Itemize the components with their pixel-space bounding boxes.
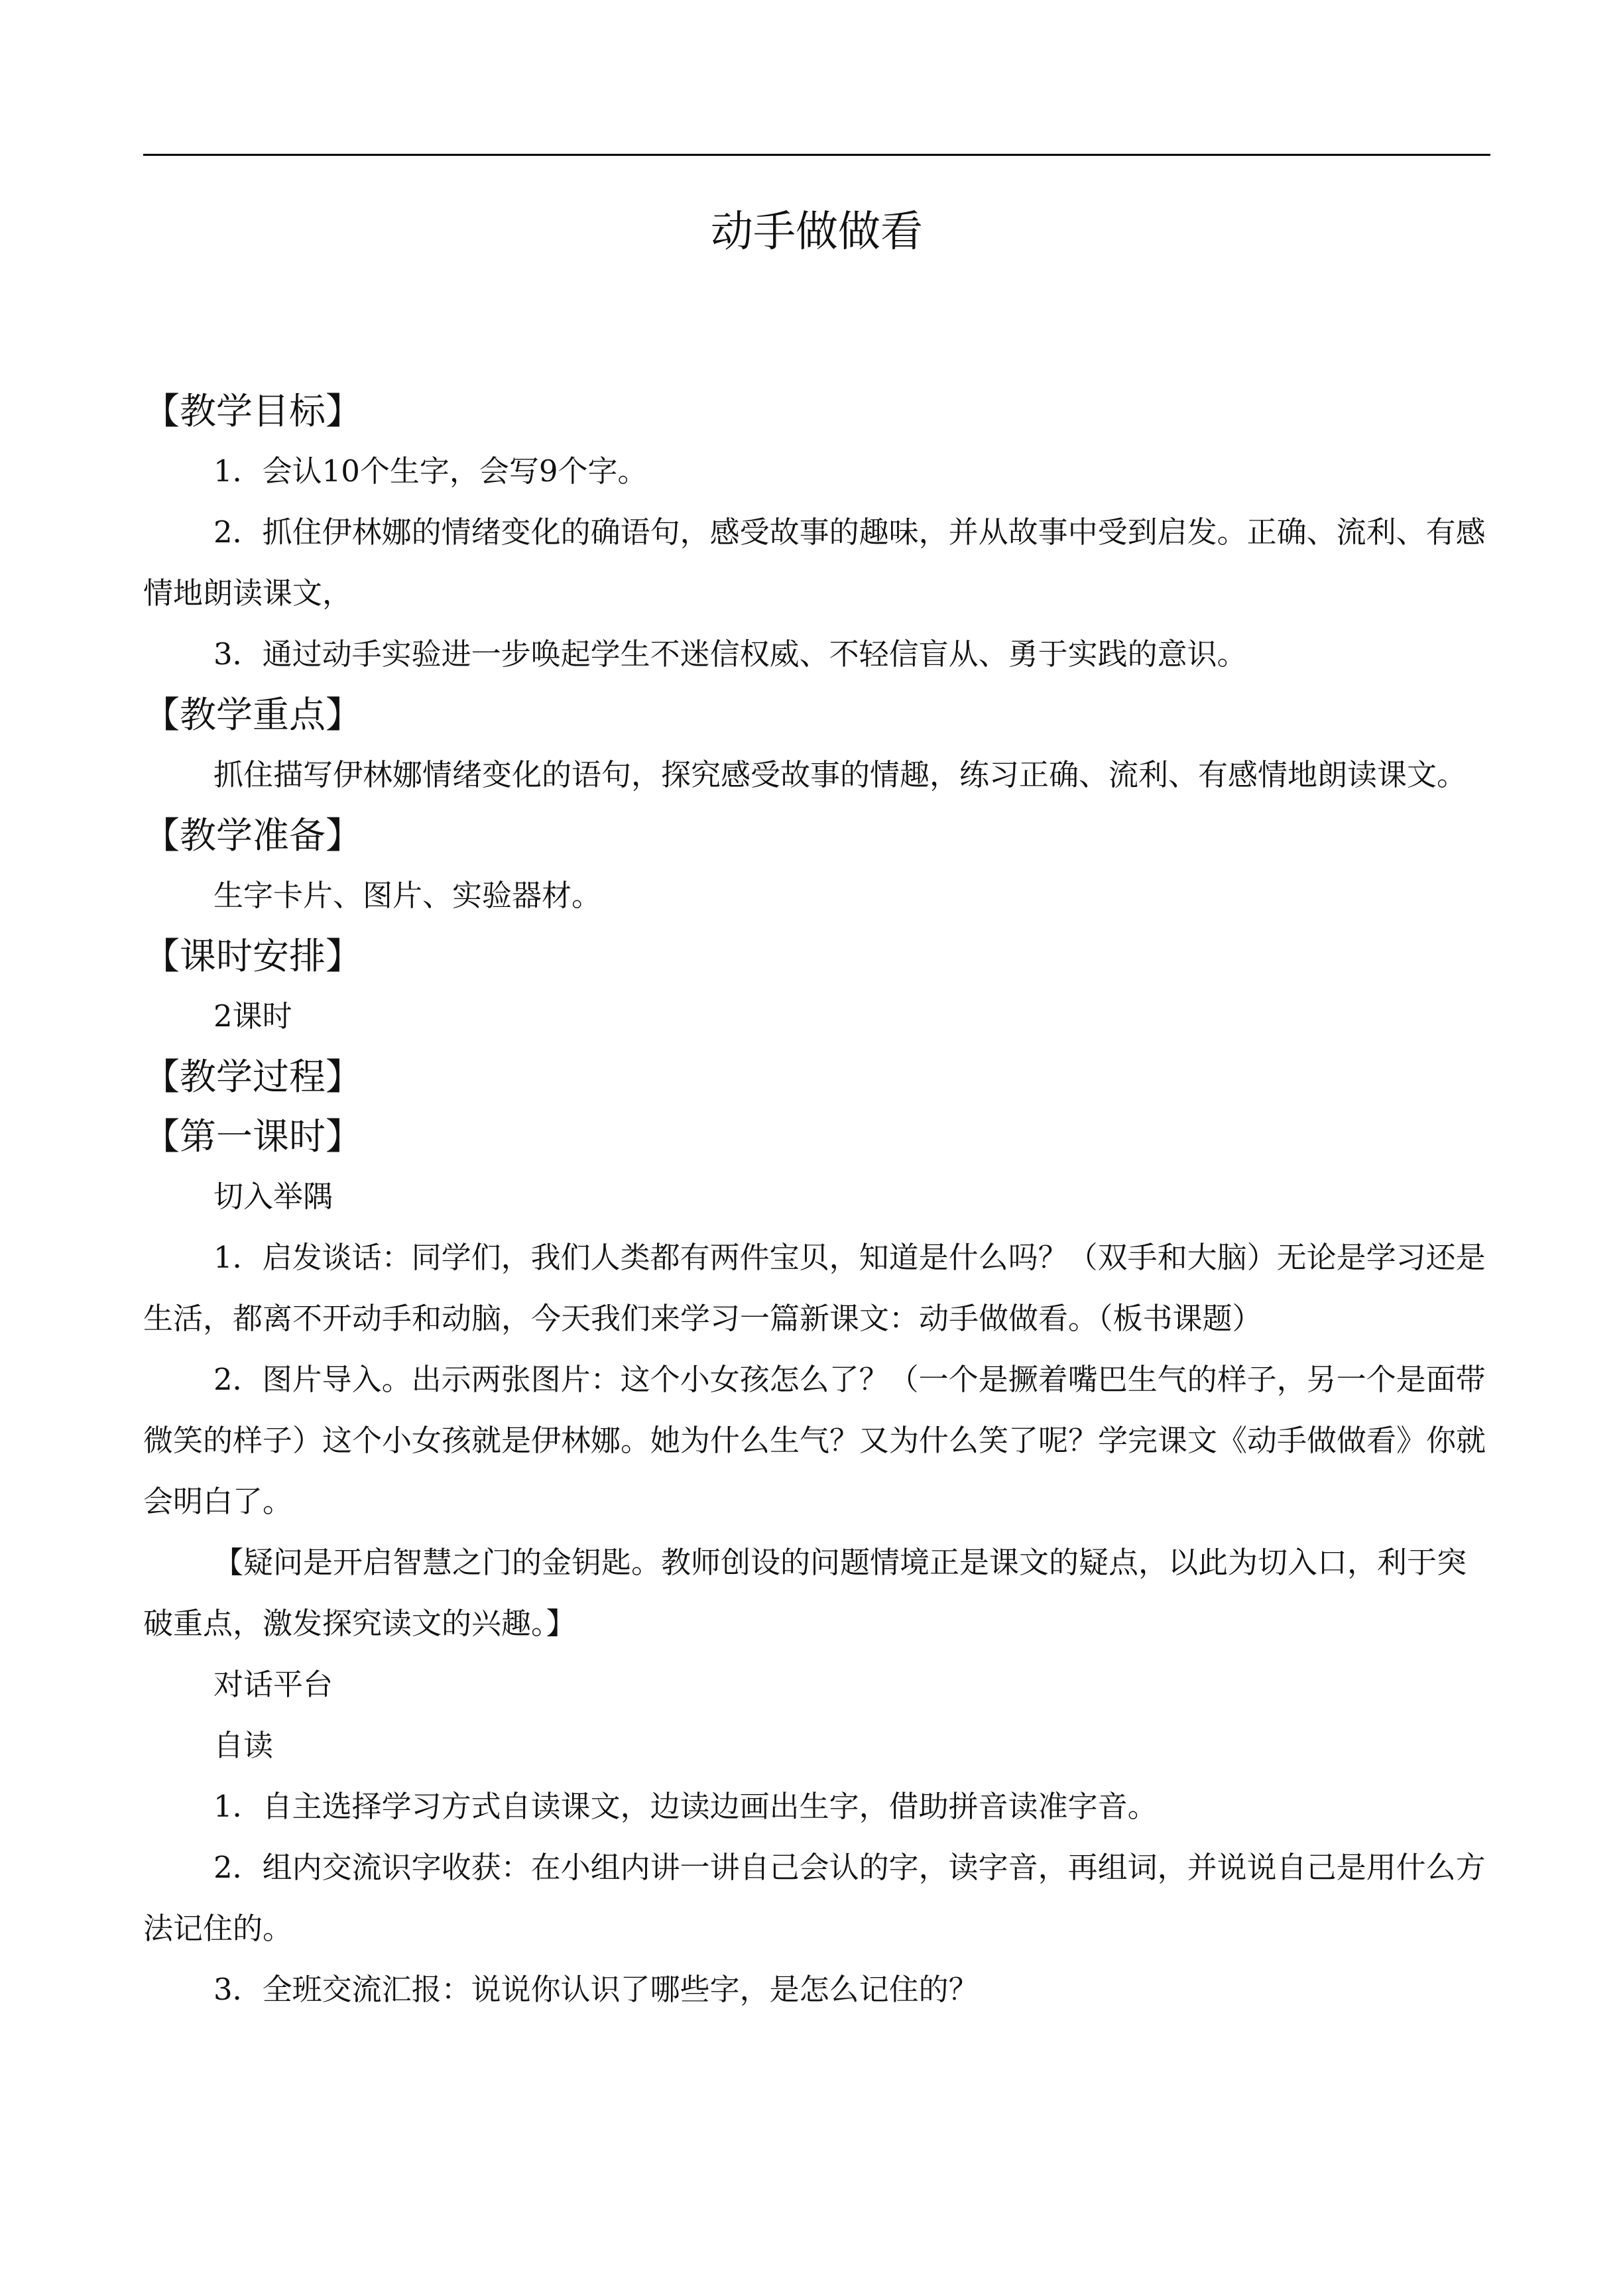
intro-step-1: 1．启发谈话：同学们，我们人类都有两件宝贝，知道是什么吗？（双手和大脑）无论是学习还是生活，都离不开动手和动脑，今天我们来学习一篇新课文：动手做做看。（板书课题）: [143, 1240, 1486, 1336]
document-title: 动手做做看: [711, 208, 923, 257]
heading-first-lesson: 【第一课时】: [143, 1115, 363, 1158]
goal-item-2: 2．抓住伊林娜的情绪变化的确语句，感受故事的趣味，并从故事中受到启发。正确、流利、有感情地朗读课文，: [143, 514, 1486, 611]
intro-note: 【疑问是开启智慧之门的金钥匙。教师创设的问题情境正是课文的疑点，以此为切入口，利于突破重点，激发探究读文的兴趣。】: [143, 1545, 1467, 1641]
intro-step-2: 2．图片导入。出示两张图片：这个小女孩怎么了？（一个是撅着嘴巴生气的样子，另一个是面带微笑的样子）这个小女孩就是伊林娜。她为什么生气？又为什么笑了呢？学完课文《动手做做看》你就会明白了。: [143, 1362, 1486, 1519]
heading-preparation: 【教学准备】: [143, 814, 363, 857]
heading-process: 【教学过程】: [143, 1056, 363, 1098]
section-dialogue-label: 对话平台: [213, 1667, 333, 1702]
subsection-self-reading-label: 自读: [213, 1728, 274, 1763]
goal-item-3: 3．通过动手实验进一步唤起学生不迷信权威、不轻信盲从、勇于实践的意识。: [213, 636, 1247, 672]
schedule-text: 2课时: [213, 998, 292, 1034]
heading-teaching-goals: 【教学目标】: [143, 390, 363, 432]
preparation-text: 生字卡片、图片、实验器材。: [213, 878, 602, 913]
heading-key-points: 【教学重点】: [143, 694, 363, 736]
reading-step-1: 1．自主选择学习方式自读课文，边读边画出生字，借助拼音读准字音。: [213, 1789, 1158, 1824]
heading-schedule: 【课时安排】: [143, 935, 363, 977]
header-rule: [143, 154, 1490, 156]
key-points-text: 抓住描写伊林娜情绪变化的语句，探究感受故事的情趣，练习正确、流利、有感情地朗读课文。: [213, 757, 1467, 792]
reading-step-3: 3．全班交流汇报：说说你认识了哪些字，是怎么记住的？: [213, 1972, 979, 2007]
section-intro-label: 切入举隅: [213, 1179, 333, 1214]
goal-item-1: 1．会认10个生字，会写9个字。: [213, 453, 648, 489]
document-body: [143, 381, 1490, 2020]
reading-step-2: 2．组内交流识字收获：在小组内讲一讲自己会认的字，读字音，再组词，并说说自己是用什么方法记住的。: [143, 1850, 1486, 1946]
